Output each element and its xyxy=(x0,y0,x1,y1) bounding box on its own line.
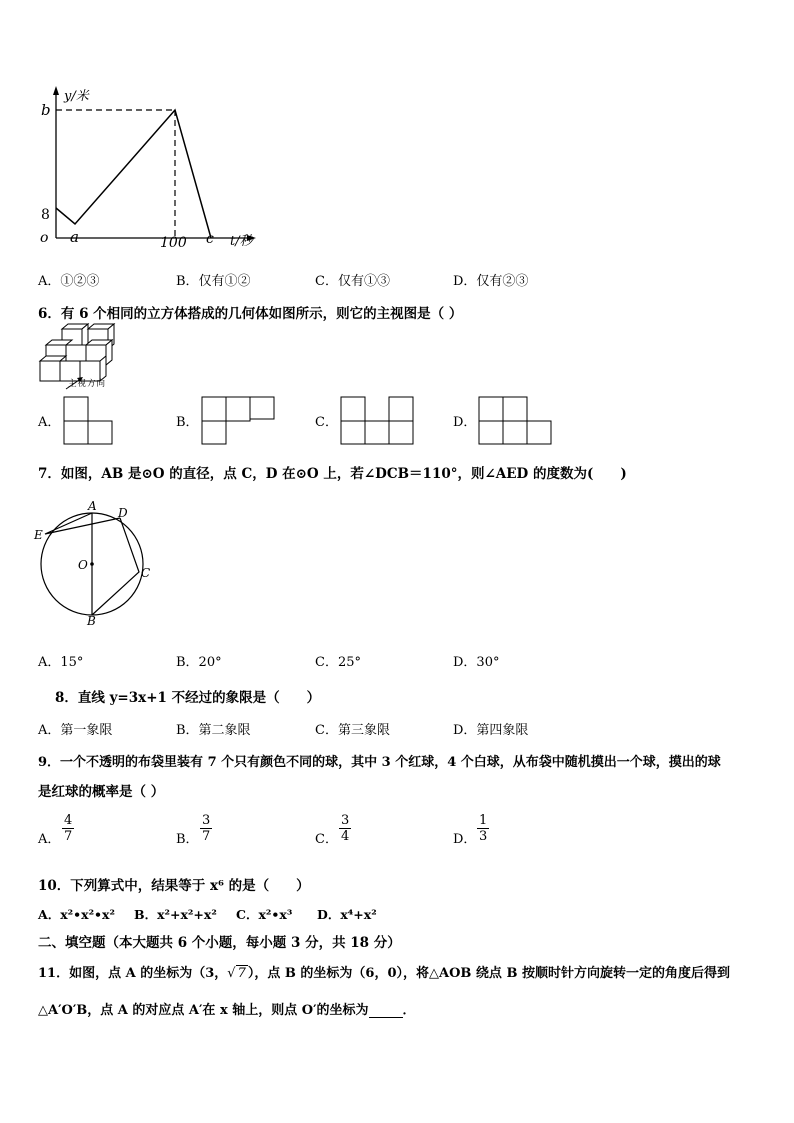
label-c: C xyxy=(141,566,151,580)
q6-view-b xyxy=(201,396,277,446)
section-2-heading: 二、填空题（本大题共 6 个小题，每小题 3 分，共 18 分） xyxy=(38,935,401,951)
graph-line xyxy=(56,110,211,238)
q5-option-c: C．仅有①③ xyxy=(315,274,390,289)
q9-option-a-label: A． xyxy=(38,832,61,847)
q8-option-a: A．第一象限 xyxy=(38,723,113,738)
sqrt-radicand: 7 xyxy=(237,966,246,981)
fraction-numerator: 1 xyxy=(479,813,488,828)
q10-option-c: C．x²•x³ xyxy=(236,907,293,922)
c-label: c xyxy=(206,231,214,247)
q10-option-a: A．x²•x²•x² xyxy=(38,907,115,922)
q8-option-c: C．第三象限 xyxy=(315,723,390,738)
eight-label: 8 xyxy=(41,207,50,223)
y-axis-arrow xyxy=(53,86,59,95)
center-point xyxy=(90,562,94,566)
q9-option-b-fraction xyxy=(200,813,212,844)
q6-option-d: D． xyxy=(453,415,477,430)
q7-option-b: B．20° xyxy=(176,655,222,670)
q9-option-b-label: B． xyxy=(176,832,199,847)
q7-option-d: D．30° xyxy=(453,655,500,670)
q7-text: 7．如图，AB 是⊙O 的直径，点 C，D 在⊙O 上，若∠DCB＝110°，则∠AED 的度数为( ) xyxy=(38,466,627,482)
q6-text: 6．有 6 个相同的立方体搭成的几何体如图所示，则它的主视图是（ ） xyxy=(38,306,463,322)
q6-option-a: A． xyxy=(38,415,61,430)
q7-option-a: A．15° xyxy=(38,655,84,670)
q11-text-line1 xyxy=(38,962,730,981)
circle-figure xyxy=(30,496,160,628)
view-direction-label: 主视方向 xyxy=(68,379,107,389)
q11-text-line2 xyxy=(38,999,416,1018)
q6-view-c xyxy=(340,396,416,446)
fraction-numerator: 3 xyxy=(341,813,350,828)
q10-text: 10．下列算式中，结果等于 x⁶ 的是（ ） xyxy=(38,878,310,894)
fraction-denominator: 7 xyxy=(202,829,211,844)
q6-view-d xyxy=(478,396,554,446)
label-b: B xyxy=(87,614,96,628)
q11-line2-text: △A′O′B，点 A 的对应点 A′在 x 轴上，则点 O′的坐标为 xyxy=(38,1003,369,1018)
label-e: E xyxy=(34,528,43,542)
q6-option-c: C． xyxy=(315,415,338,430)
y-axis-label: y/米 xyxy=(64,89,89,104)
q6-view-a xyxy=(63,396,115,446)
label-o: O xyxy=(78,558,88,572)
q5-option-a: A．①②③ xyxy=(38,274,100,289)
a-label: a xyxy=(70,228,79,246)
q8-text: 8．直线 y=3x+1 不经过的象限是（ ） xyxy=(55,690,321,706)
fraction-denominator: 3 xyxy=(479,829,488,844)
q5-option-d: D．仅有②③ xyxy=(453,274,529,289)
fraction-denominator: 4 xyxy=(341,829,350,844)
answer-blank[interactable] xyxy=(369,1005,403,1018)
fraction-numerator: 3 xyxy=(202,813,211,828)
q8-option-b: B．第二象限 xyxy=(176,723,251,738)
q9-text-line1: 9．一个不透明的布袋里装有 7 个只有颜色不同的球，其中 3 个红球，4 个白球，从布袋中随机摸出一个球，摸出的球 xyxy=(38,755,721,770)
hundred-label: 100 xyxy=(160,235,187,251)
q11-line2-end: ． xyxy=(402,1003,416,1018)
q10-option-b: B．x²+x²+x² xyxy=(134,907,217,922)
origin-label: o xyxy=(40,230,49,246)
b-label: b xyxy=(41,101,51,119)
q10-option-d: D．x⁴+x² xyxy=(317,907,377,922)
q9-text-line2: 是红球的概率是（ ） xyxy=(38,784,165,800)
q9-option-d-label: D． xyxy=(453,832,477,847)
q5-option-b: B．仅有①② xyxy=(176,274,251,289)
distance-time-graph xyxy=(28,80,268,255)
x-axis-label: t/秒 xyxy=(230,234,253,249)
fraction-denominator: 7 xyxy=(64,829,73,844)
q9-option-d-fraction xyxy=(477,813,489,844)
q9-option-a-fraction xyxy=(62,813,74,844)
q11-line1-end: ），点 B 的坐标为（6，0），将△AOB 绕点 B 按顺时针方向旋转一定的角度后得到 xyxy=(247,966,730,981)
q8-option-d: D．第四象限 xyxy=(453,723,529,738)
q11-line1-start: 11．如图，点 A 的坐标为（3， xyxy=(38,966,228,981)
sqrt-symbol: √ xyxy=(227,966,236,981)
label-a: A xyxy=(88,499,97,513)
q9-option-c-label: C． xyxy=(315,832,338,847)
q9-option-c-fraction xyxy=(339,813,351,844)
fraction-numerator: 4 xyxy=(64,813,73,828)
q7-option-c: C．25° xyxy=(315,655,361,670)
q6-option-b: B． xyxy=(176,415,199,430)
label-d: D xyxy=(118,506,128,520)
